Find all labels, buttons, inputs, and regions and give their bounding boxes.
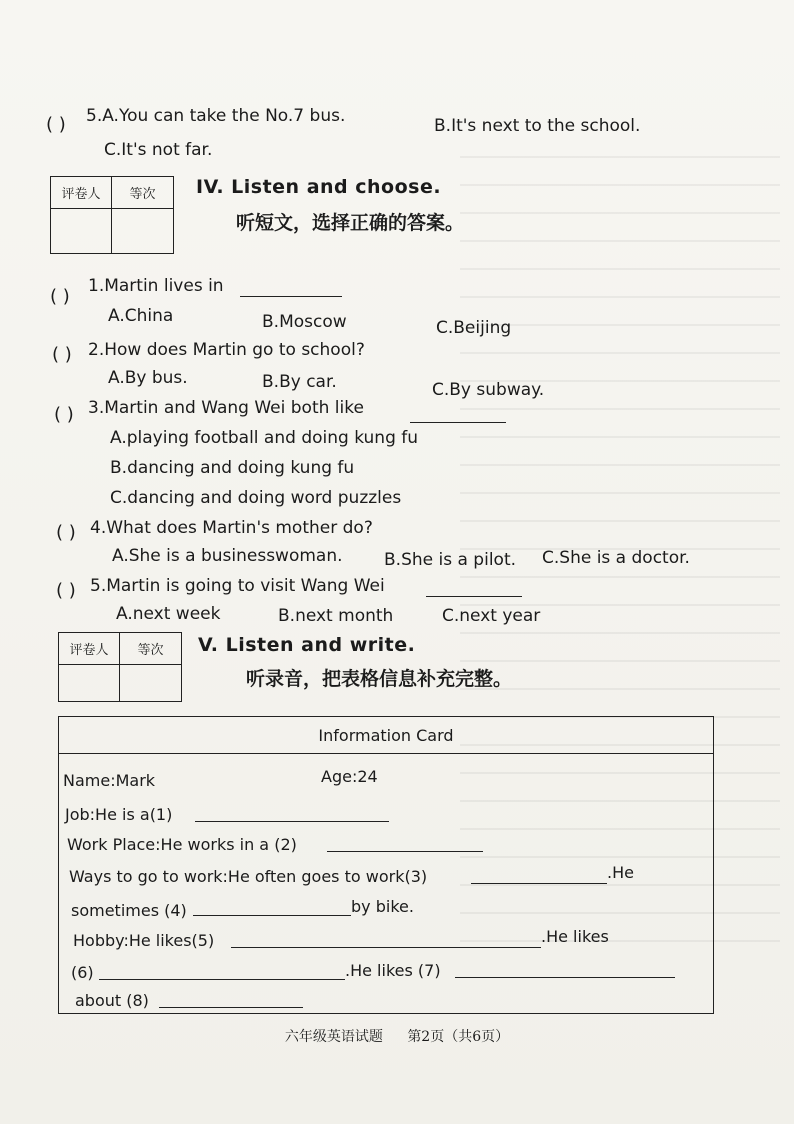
option-c: C.dancing and doing word puzzles [110, 488, 402, 508]
option-a: A.By bus. [108, 368, 188, 388]
section-v-title: V. Listen and write. [198, 634, 416, 656]
answer-blank[interactable] [426, 582, 522, 597]
option-c: C.By subway. [432, 380, 545, 400]
grader-cell [51, 209, 112, 253]
grade-label: 等次 [120, 633, 181, 665]
question-stem: 1.Martin lives in [88, 276, 224, 296]
answer-paren[interactable]: ( ) [54, 404, 74, 425]
answer-paren[interactable]: ( ) [50, 286, 70, 307]
card-sometimes: sometimes (4) [71, 901, 187, 920]
option-b: B.dancing and doing kung fu [110, 458, 355, 478]
answer-paren[interactable]: ( ) [56, 580, 76, 601]
answer-blank[interactable] [410, 406, 506, 423]
footer-page-number: 第2页（共6页） [407, 1029, 510, 1045]
card-about: about (8) [75, 991, 149, 1010]
option-a: A.She is a businesswoman. [112, 546, 343, 566]
card-hobby: Hobby:He likes(5) [73, 931, 215, 950]
answer-paren[interactable]: ( ) [52, 344, 72, 365]
option-c: C.She is a doctor. [542, 548, 690, 568]
card-name: Name:Mark [63, 771, 156, 790]
card-job: Job:He is a(1) [65, 805, 173, 824]
grade-cell [112, 209, 173, 253]
blank-3[interactable] [471, 867, 607, 884]
information-card [58, 716, 714, 1014]
question-stem: 3.Martin and Wang Wei both like [88, 398, 364, 418]
score-box-iv [50, 176, 174, 254]
score-box-v [58, 632, 182, 702]
blank-7[interactable] [455, 961, 675, 978]
card-work-place: Work Place:He works in a (2) [67, 835, 297, 854]
page-footer [0, 1026, 794, 1046]
card-age: Age:24 [321, 767, 378, 786]
question-stem: 2.How does Martin go to school? [88, 340, 365, 360]
grader-label: 评卷人 [51, 177, 112, 209]
card-he-likes-b: .He likes (7) [345, 961, 441, 980]
blank-2[interactable] [327, 835, 483, 852]
question-stem: 5.Martin is going to visit Wang Wei [90, 576, 385, 596]
option-b: B.By car. [262, 372, 337, 392]
card-he-likes-a: .He likes [541, 927, 609, 946]
answer-blank[interactable] [240, 280, 342, 297]
option-b: B.next month [278, 606, 394, 626]
option-c: C.It's not far. [104, 140, 213, 160]
grader-cell [59, 665, 120, 701]
blank-4[interactable] [193, 899, 351, 916]
grade-cell [120, 665, 181, 701]
blank-8[interactable] [159, 991, 303, 1008]
question-stem: 4.What does Martin's mother do? [90, 518, 373, 538]
grader-label: 评卷人 [59, 633, 120, 665]
answer-paren[interactable]: ( ) [46, 114, 66, 135]
question-stem: 5.A.You can take the No.7 bus. [86, 106, 346, 126]
card-six-label: (6) [71, 963, 94, 982]
card-by-bike: by bike. [351, 897, 414, 916]
section-iv-title: IV. Listen and choose. [196, 176, 442, 198]
option-b: B.It's next to the school. [434, 116, 641, 136]
blank-1[interactable] [195, 805, 389, 822]
option-c: C.next year [442, 606, 541, 626]
option-b: B.She is a pilot. [384, 550, 517, 570]
card-ways-he: .He [607, 863, 634, 882]
blank-6[interactable] [99, 963, 345, 980]
footer-subject: 六年级英语试题 [284, 1029, 383, 1045]
option-b: B.Moscow [262, 312, 347, 332]
card-ways: Ways to go to work:He often goes to work(3) [69, 867, 428, 886]
option-c: C.Beijing [436, 318, 512, 338]
card-title: Information Card [59, 717, 713, 754]
grade-label: 等次 [112, 177, 173, 209]
section-iv-subtitle: 听短文，选择正确的答案。 [236, 212, 465, 234]
option-a: A.China [108, 306, 174, 326]
option-a: A.next week [116, 604, 221, 624]
section-v-subtitle: 听录音，把表格信息补充完整。 [246, 668, 513, 690]
blank-5[interactable] [231, 931, 541, 948]
answer-paren[interactable]: ( ) [56, 522, 76, 543]
option-a: A.playing football and doing kung fu [110, 428, 419, 448]
